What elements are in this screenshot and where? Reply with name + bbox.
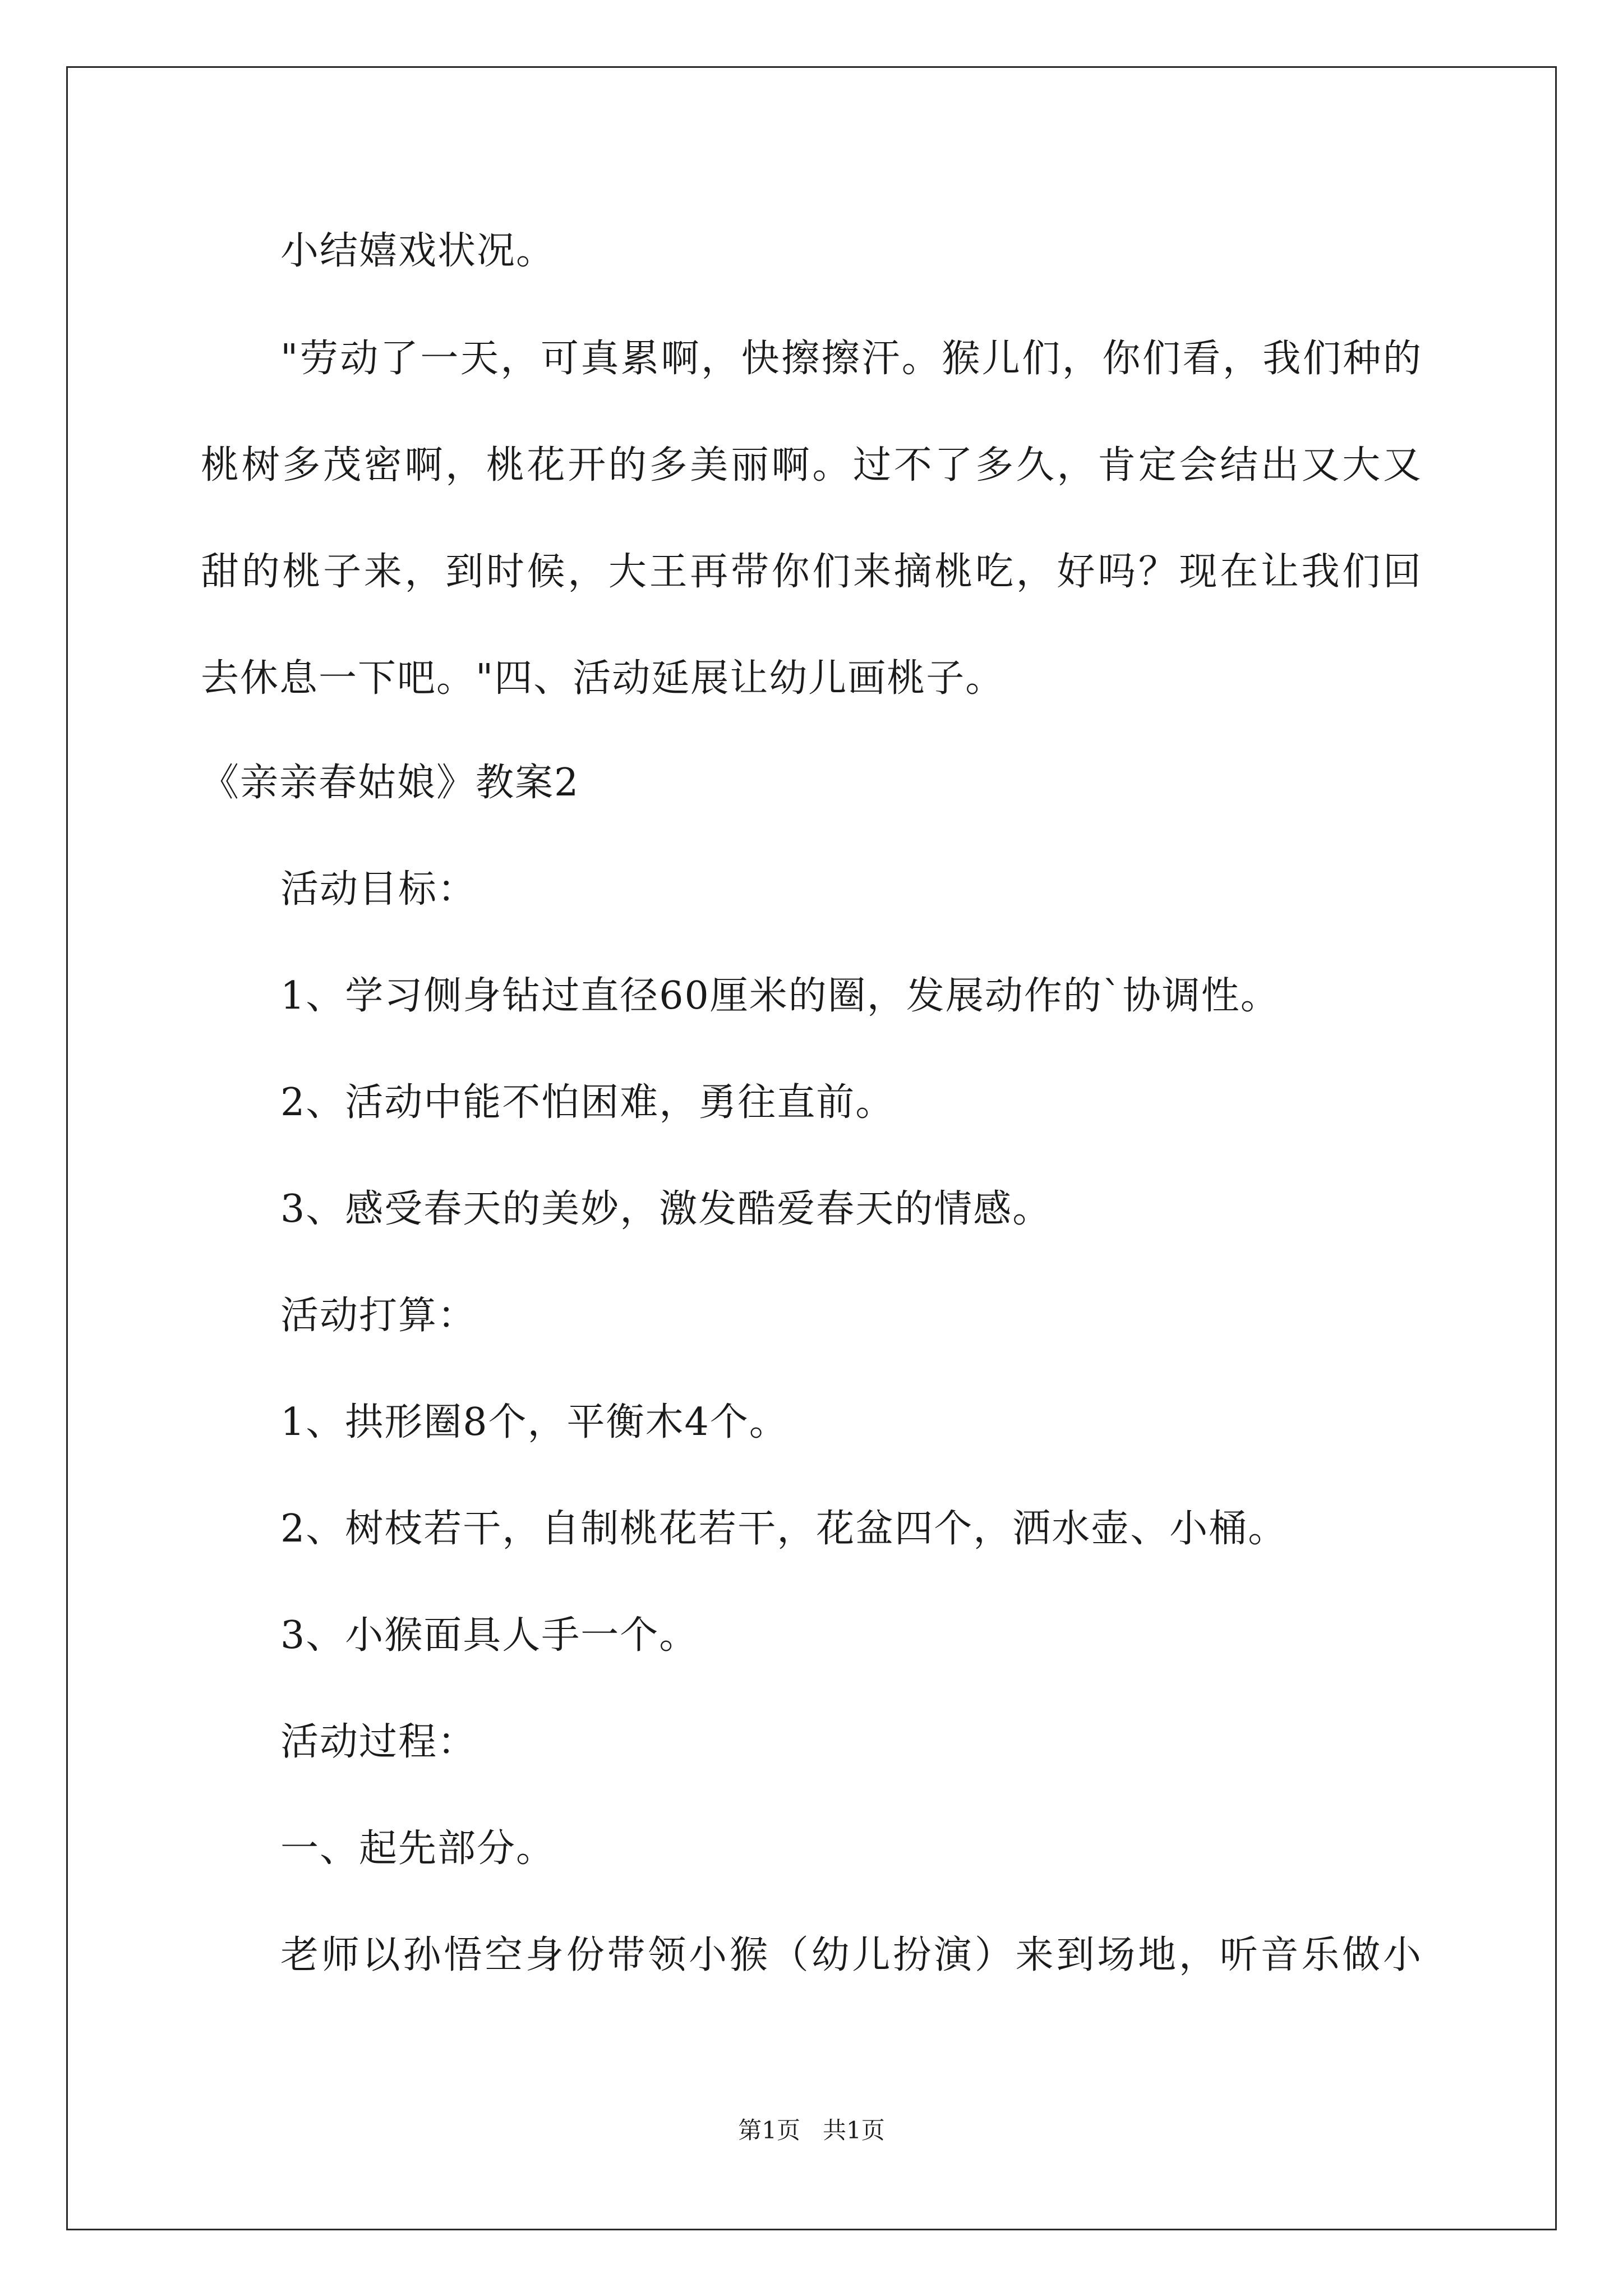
paragraph-line: "劳动了一天，可真累啊，快擦擦汗。猴儿们，你们看，我们种的 xyxy=(280,337,1422,381)
paragraph-line: 3、感受春天的美妙，激发酷爱春天的情感。 xyxy=(280,1187,1052,1231)
paragraph-line: 去休息一下吧。"四、活动延展让幼儿画桃子。 xyxy=(201,656,1005,701)
paragraph-line: 老师以孙悟空身份带领小猴（幼儿扮演）来到场地，听音乐做小 xyxy=(280,1933,1422,1977)
paragraph-line: 1、学习侧身钻过直径60厘米的圈，发展动作的`协调性。 xyxy=(280,974,1280,1018)
paragraph-line: 3、小猴面具人手一个。 xyxy=(280,1613,699,1658)
paragraph-line: 活动过程： xyxy=(280,1720,477,1764)
page-footer xyxy=(0,2115,1623,2146)
page-total: 共1页 xyxy=(823,2116,885,2144)
paragraph-line: 活动打算： xyxy=(280,1294,477,1338)
paragraph-line: 桃树多茂密啊，桃花开的多美丽啊。过不了多久，肯定会结出又大又 xyxy=(201,443,1422,487)
paragraph-line: 甜的桃子来，到时候，大王再带你们来摘桃吃，好吗？现在让我们回 xyxy=(201,550,1422,594)
paragraph-line: 2、活动中能不怕困难，勇往直前。 xyxy=(280,1080,895,1125)
paragraph-line: 2、树枝若干，自制桃花若干，花盆四个，洒水壶、小桶。 xyxy=(280,1507,1288,1551)
paragraph-line: 活动目标： xyxy=(280,867,477,912)
page-number: 第1页 xyxy=(738,2116,800,2144)
paragraph-line: 1、拱形圈8个，平衡木4个。 xyxy=(280,1400,789,1444)
paragraph-line: 一、起先部分。 xyxy=(280,1826,556,1871)
section-heading: 《亲亲春姑娘》教案2 xyxy=(201,761,580,805)
paragraph-line: 小结嬉戏状况。 xyxy=(280,229,556,273)
